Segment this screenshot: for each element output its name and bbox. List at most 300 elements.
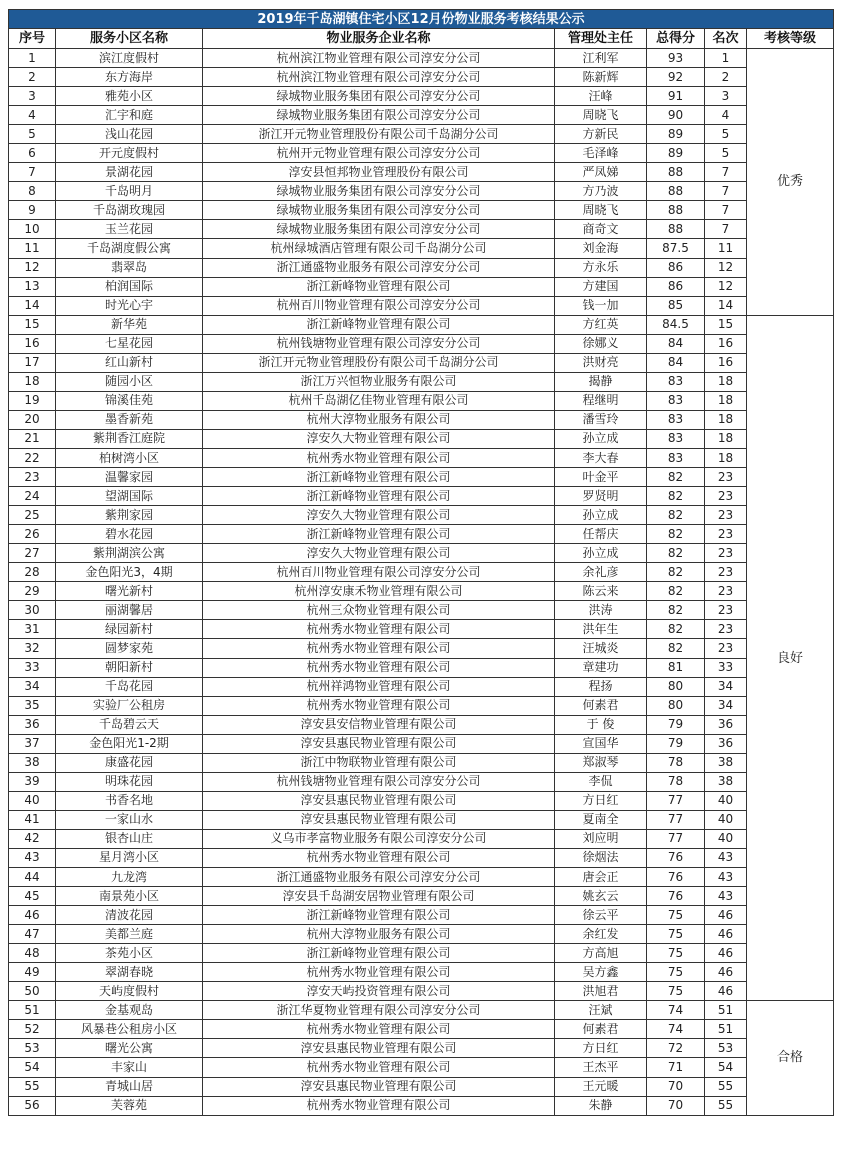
table-row bbox=[9, 468, 834, 487]
cell-rank: 11 bbox=[705, 239, 747, 258]
cell-index: 45 bbox=[9, 887, 56, 906]
cell-rank: 55 bbox=[705, 1077, 747, 1096]
cell-score: 76 bbox=[647, 868, 705, 887]
cell-community: 金色阳光1-2期 bbox=[56, 734, 203, 753]
cell-score: 82 bbox=[647, 544, 705, 563]
table-row bbox=[9, 848, 834, 867]
cell-company: 淳安久大物业管理有限公司 bbox=[203, 544, 555, 563]
cell-score: 75 bbox=[647, 925, 705, 944]
cell-community: 绿园新村 bbox=[56, 620, 203, 639]
table-row bbox=[9, 887, 834, 906]
cell-index: 37 bbox=[9, 734, 56, 753]
cell-company: 杭州大淳物业服务有限公司 bbox=[203, 925, 555, 944]
cell-manager: 程继明 bbox=[555, 391, 647, 410]
cell-company: 淳安县惠民物业管理有限公司 bbox=[203, 1039, 555, 1058]
cell-index: 25 bbox=[9, 506, 56, 525]
cell-community: 温馨家园 bbox=[56, 468, 203, 487]
cell-score: 82 bbox=[647, 525, 705, 544]
cell-index: 18 bbox=[9, 372, 56, 391]
cell-manager: 李侃 bbox=[555, 772, 647, 791]
cell-community: 书香名地 bbox=[56, 791, 203, 810]
cell-community: 新华苑 bbox=[56, 315, 203, 334]
cell-manager: 揭静 bbox=[555, 372, 647, 391]
cell-company: 杭州秀水物业管理有限公司 bbox=[203, 1058, 555, 1077]
cell-score: 91 bbox=[647, 87, 705, 106]
cell-rank: 18 bbox=[705, 372, 747, 391]
cell-manager: 周晓飞 bbox=[555, 201, 647, 220]
table-row bbox=[9, 677, 834, 696]
cell-manager: 余礼彦 bbox=[555, 563, 647, 582]
cell-score: 90 bbox=[647, 106, 705, 125]
cell-company: 杭州滨江物业管理有限公司淳安分公司 bbox=[203, 49, 555, 68]
cell-rank: 3 bbox=[705, 87, 747, 106]
cell-rank: 23 bbox=[705, 601, 747, 620]
cell-index: 5 bbox=[9, 125, 56, 144]
cell-manager: 余红发 bbox=[555, 925, 647, 944]
cell-manager: 陈新辉 bbox=[555, 68, 647, 87]
cell-company: 淳安县千岛湖安居物业管理有限公司 bbox=[203, 887, 555, 906]
cell-rank: 5 bbox=[705, 144, 747, 163]
cell-community: 千岛碧云天 bbox=[56, 715, 203, 734]
table-row bbox=[9, 639, 834, 658]
cell-score: 76 bbox=[647, 848, 705, 867]
cell-manager: 郑淑琴 bbox=[555, 753, 647, 772]
table-row bbox=[9, 525, 834, 544]
cell-score: 74 bbox=[647, 1020, 705, 1039]
cell-index: 52 bbox=[9, 1020, 56, 1039]
cell-company: 杭州秀水物业管理有限公司 bbox=[203, 448, 555, 467]
cell-rank: 43 bbox=[705, 848, 747, 867]
cell-score: 88 bbox=[647, 163, 705, 182]
cell-community: 墨香新苑 bbox=[56, 410, 203, 429]
results-table bbox=[8, 9, 834, 1116]
cell-score: 89 bbox=[647, 144, 705, 163]
cell-index: 9 bbox=[9, 201, 56, 220]
cell-score: 84 bbox=[647, 334, 705, 353]
header-company: 物业服务企业名称 bbox=[203, 29, 555, 49]
cell-score: 75 bbox=[647, 963, 705, 982]
cell-rank: 23 bbox=[705, 544, 747, 563]
cell-rank: 53 bbox=[705, 1039, 747, 1058]
cell-manager: 于 俊 bbox=[555, 715, 647, 734]
cell-community: 望湖国际 bbox=[56, 487, 203, 506]
cell-company: 绿城物业服务集团有限公司淳安分公司 bbox=[203, 220, 555, 239]
cell-index: 46 bbox=[9, 906, 56, 925]
table-row bbox=[9, 201, 834, 220]
cell-rank: 36 bbox=[705, 715, 747, 734]
cell-index: 17 bbox=[9, 353, 56, 372]
cell-index: 34 bbox=[9, 677, 56, 696]
cell-community: 九龙湾 bbox=[56, 868, 203, 887]
table-row bbox=[9, 620, 834, 639]
cell-company: 杭州秀水物业管理有限公司 bbox=[203, 639, 555, 658]
cell-company: 浙江通盛物业服务有限公司淳安分公司 bbox=[203, 258, 555, 277]
cell-index: 40 bbox=[9, 791, 56, 810]
cell-community: 东方海岸 bbox=[56, 68, 203, 87]
cell-index: 32 bbox=[9, 639, 56, 658]
cell-community: 景湖花园 bbox=[56, 163, 203, 182]
header-row bbox=[9, 29, 834, 49]
cell-community: 圆梦家苑 bbox=[56, 639, 203, 658]
cell-rank: 7 bbox=[705, 220, 747, 239]
cell-index: 16 bbox=[9, 334, 56, 353]
table-row bbox=[9, 1077, 834, 1096]
cell-manager: 宣国华 bbox=[555, 734, 647, 753]
header-grade: 考核等级 bbox=[747, 29, 834, 49]
cell-index: 39 bbox=[9, 772, 56, 791]
table-row bbox=[9, 353, 834, 372]
cell-community: 明珠花园 bbox=[56, 772, 203, 791]
cell-community: 朝阳新村 bbox=[56, 658, 203, 677]
cell-index: 21 bbox=[9, 429, 56, 448]
cell-manager: 唐会正 bbox=[555, 868, 647, 887]
cell-grade: 合格 bbox=[747, 1001, 834, 1115]
cell-company: 浙江新峰物业管理有限公司 bbox=[203, 277, 555, 296]
cell-rank: 18 bbox=[705, 391, 747, 410]
cell-index: 26 bbox=[9, 525, 56, 544]
cell-score: 82 bbox=[647, 468, 705, 487]
cell-community: 时光心宇 bbox=[56, 296, 203, 315]
table-body bbox=[9, 49, 834, 1116]
cell-manager: 徐云平 bbox=[555, 906, 647, 925]
cell-score: 78 bbox=[647, 772, 705, 791]
cell-score: 78 bbox=[647, 753, 705, 772]
cell-manager: 王杰平 bbox=[555, 1058, 647, 1077]
cell-rank: 33 bbox=[705, 658, 747, 677]
cell-manager: 洪年生 bbox=[555, 620, 647, 639]
cell-score: 93 bbox=[647, 49, 705, 68]
cell-rank: 14 bbox=[705, 296, 747, 315]
cell-community: 星月湾小区 bbox=[56, 848, 203, 867]
cell-rank: 18 bbox=[705, 410, 747, 429]
cell-score: 70 bbox=[647, 1077, 705, 1096]
cell-rank: 12 bbox=[705, 277, 747, 296]
cell-index: 49 bbox=[9, 963, 56, 982]
cell-manager: 方日红 bbox=[555, 791, 647, 810]
cell-community: 一家山水 bbox=[56, 810, 203, 829]
cell-rank: 46 bbox=[705, 944, 747, 963]
cell-community: 千岛湖度假公寓 bbox=[56, 239, 203, 258]
cell-manager: 何素君 bbox=[555, 696, 647, 715]
cell-company: 浙江通盛物业服务有限公司淳安分公司 bbox=[203, 868, 555, 887]
cell-score: 82 bbox=[647, 582, 705, 601]
cell-score: 75 bbox=[647, 944, 705, 963]
cell-manager: 方永乐 bbox=[555, 258, 647, 277]
cell-manager: 徐烟法 bbox=[555, 848, 647, 867]
table-row bbox=[9, 925, 834, 944]
table-row bbox=[9, 448, 834, 467]
cell-score: 87.5 bbox=[647, 239, 705, 258]
cell-company: 杭州秀水物业管理有限公司 bbox=[203, 620, 555, 639]
cell-rank: 15 bbox=[705, 315, 747, 334]
cell-manager: 孙立成 bbox=[555, 429, 647, 448]
cell-community: 七星花园 bbox=[56, 334, 203, 353]
cell-rank: 23 bbox=[705, 563, 747, 582]
cell-company: 杭州秀水物业管理有限公司 bbox=[203, 1096, 555, 1115]
table-row bbox=[9, 68, 834, 87]
cell-score: 88 bbox=[647, 201, 705, 220]
table-row bbox=[9, 125, 834, 144]
cell-index: 3 bbox=[9, 87, 56, 106]
table-row bbox=[9, 277, 834, 296]
table-row bbox=[9, 772, 834, 791]
cell-company: 浙江新峰物业管理有限公司 bbox=[203, 315, 555, 334]
cell-manager: 汪峰 bbox=[555, 87, 647, 106]
table-row bbox=[9, 144, 834, 163]
cell-company: 淳安县安信物业管理有限公司 bbox=[203, 715, 555, 734]
table-row bbox=[9, 429, 834, 448]
results-sheet bbox=[8, 9, 833, 1116]
cell-manager: 毛泽峰 bbox=[555, 144, 647, 163]
cell-manager: 洪财亮 bbox=[555, 353, 647, 372]
cell-company: 杭州三众物业管理有限公司 bbox=[203, 601, 555, 620]
cell-company: 杭州大淳物业服务有限公司 bbox=[203, 410, 555, 429]
cell-rank: 1 bbox=[705, 49, 747, 68]
cell-index: 53 bbox=[9, 1039, 56, 1058]
cell-score: 81 bbox=[647, 658, 705, 677]
cell-community: 丰家山 bbox=[56, 1058, 203, 1077]
cell-community: 康盛花园 bbox=[56, 753, 203, 772]
cell-rank: 7 bbox=[705, 182, 747, 201]
cell-community: 南景苑小区 bbox=[56, 887, 203, 906]
cell-score: 72 bbox=[647, 1039, 705, 1058]
cell-rank: 5 bbox=[705, 125, 747, 144]
cell-manager: 叶金平 bbox=[555, 468, 647, 487]
table-row bbox=[9, 1058, 834, 1077]
table-row bbox=[9, 87, 834, 106]
cell-score: 83 bbox=[647, 448, 705, 467]
cell-score: 80 bbox=[647, 696, 705, 715]
cell-manager: 潘雪玲 bbox=[555, 410, 647, 429]
cell-company: 杭州秀水物业管理有限公司 bbox=[203, 1020, 555, 1039]
table-row bbox=[9, 391, 834, 410]
table-row bbox=[9, 696, 834, 715]
cell-manager: 孙立成 bbox=[555, 506, 647, 525]
cell-community: 锦溪佳苑 bbox=[56, 391, 203, 410]
cell-community: 丽湖馨居 bbox=[56, 601, 203, 620]
cell-manager: 程扬 bbox=[555, 677, 647, 696]
cell-community: 茶苑小区 bbox=[56, 944, 203, 963]
cell-index: 54 bbox=[9, 1058, 56, 1077]
cell-score: 82 bbox=[647, 620, 705, 639]
cell-rank: 7 bbox=[705, 163, 747, 182]
cell-community: 青城山居 bbox=[56, 1077, 203, 1096]
cell-rank: 40 bbox=[705, 810, 747, 829]
cell-community: 浅山花园 bbox=[56, 125, 203, 144]
cell-manager: 李大春 bbox=[555, 448, 647, 467]
cell-score: 75 bbox=[647, 906, 705, 925]
table-row bbox=[9, 715, 834, 734]
cell-rank: 23 bbox=[705, 620, 747, 639]
cell-index: 38 bbox=[9, 753, 56, 772]
cell-community: 翡翠岛 bbox=[56, 258, 203, 277]
cell-manager: 吴方鑫 bbox=[555, 963, 647, 982]
cell-score: 70 bbox=[647, 1096, 705, 1115]
cell-community: 柏树湾小区 bbox=[56, 448, 203, 467]
cell-index: 28 bbox=[9, 563, 56, 582]
table-row bbox=[9, 658, 834, 677]
cell-company: 浙江万兴恒物业服务有限公司 bbox=[203, 372, 555, 391]
cell-community: 碧水花园 bbox=[56, 525, 203, 544]
cell-score: 77 bbox=[647, 829, 705, 848]
cell-manager: 孙立成 bbox=[555, 544, 647, 563]
cell-index: 11 bbox=[9, 239, 56, 258]
table-row bbox=[9, 487, 834, 506]
cell-company: 浙江开元物业管理股份有限公司千岛湖分公司 bbox=[203, 125, 555, 144]
table-row bbox=[9, 1039, 834, 1058]
table-row bbox=[9, 906, 834, 925]
cell-community: 金色阳光3，4期 bbox=[56, 563, 203, 582]
cell-company: 淳安久大物业管理有限公司 bbox=[203, 506, 555, 525]
cell-company: 杭州百川物业管理有限公司淳安分公司 bbox=[203, 563, 555, 582]
cell-company: 浙江新峰物业管理有限公司 bbox=[203, 906, 555, 925]
cell-manager: 周晓飞 bbox=[555, 106, 647, 125]
header-manager: 管理处主任 bbox=[555, 29, 647, 49]
cell-manager: 罗贤明 bbox=[555, 487, 647, 506]
cell-manager: 洪旭君 bbox=[555, 982, 647, 1001]
cell-score: 71 bbox=[647, 1058, 705, 1077]
table-row bbox=[9, 944, 834, 963]
cell-rank: 43 bbox=[705, 887, 747, 906]
cell-manager: 江利军 bbox=[555, 49, 647, 68]
table-row bbox=[9, 982, 834, 1001]
sheet-title: 2019年千岛湖镇住宅小区12月份物业服务考核结果公示 bbox=[9, 10, 834, 29]
cell-manager: 汪斌 bbox=[555, 1001, 647, 1020]
cell-index: 50 bbox=[9, 982, 56, 1001]
cell-score: 82 bbox=[647, 601, 705, 620]
table-row bbox=[9, 334, 834, 353]
cell-rank: 55 bbox=[705, 1096, 747, 1115]
cell-score: 79 bbox=[647, 715, 705, 734]
cell-company: 淳安县惠民物业管理有限公司 bbox=[203, 734, 555, 753]
cell-rank: 51 bbox=[705, 1001, 747, 1020]
cell-community: 汇宇和庭 bbox=[56, 106, 203, 125]
cell-company: 淳安县惠民物业管理有限公司 bbox=[203, 1077, 555, 1096]
cell-index: 22 bbox=[9, 448, 56, 467]
table-row bbox=[9, 258, 834, 277]
cell-index: 23 bbox=[9, 468, 56, 487]
cell-rank: 46 bbox=[705, 925, 747, 944]
cell-company: 绿城物业服务集团有限公司淳安分公司 bbox=[203, 201, 555, 220]
cell-manager: 严凤娣 bbox=[555, 163, 647, 182]
cell-community: 翠湖春晓 bbox=[56, 963, 203, 982]
cell-community: 实验厂公租房 bbox=[56, 696, 203, 715]
table-row bbox=[9, 829, 834, 848]
cell-community: 风暴巷公租房小区 bbox=[56, 1020, 203, 1039]
cell-company: 淳安久大物业管理有限公司 bbox=[203, 429, 555, 448]
cell-company: 浙江华夏物业管理有限公司淳安分公司 bbox=[203, 1001, 555, 1020]
cell-rank: 23 bbox=[705, 506, 747, 525]
cell-index: 47 bbox=[9, 925, 56, 944]
cell-company: 浙江开元物业管理股份有限公司千岛湖分公司 bbox=[203, 353, 555, 372]
cell-grade: 良好 bbox=[747, 315, 834, 1001]
cell-community: 千岛湖玫瑰园 bbox=[56, 201, 203, 220]
cell-rank: 34 bbox=[705, 677, 747, 696]
table-row bbox=[9, 1001, 834, 1020]
cell-rank: 38 bbox=[705, 753, 747, 772]
cell-index: 10 bbox=[9, 220, 56, 239]
table-row bbox=[9, 791, 834, 810]
cell-score: 80 bbox=[647, 677, 705, 696]
table-row bbox=[9, 734, 834, 753]
header-score: 总得分 bbox=[647, 29, 705, 49]
cell-score: 82 bbox=[647, 487, 705, 506]
cell-index: 36 bbox=[9, 715, 56, 734]
cell-community: 开元度假村 bbox=[56, 144, 203, 163]
cell-manager: 方日红 bbox=[555, 1039, 647, 1058]
table-row bbox=[9, 220, 834, 239]
table-row bbox=[9, 182, 834, 201]
cell-rank: 54 bbox=[705, 1058, 747, 1077]
cell-community: 芙蓉苑 bbox=[56, 1096, 203, 1115]
table-row bbox=[9, 372, 834, 391]
table-row bbox=[9, 544, 834, 563]
cell-score: 84 bbox=[647, 353, 705, 372]
cell-score: 83 bbox=[647, 410, 705, 429]
table-row bbox=[9, 601, 834, 620]
cell-manager: 方高旭 bbox=[555, 944, 647, 963]
cell-manager: 王元暖 bbox=[555, 1077, 647, 1096]
cell-manager: 章建功 bbox=[555, 658, 647, 677]
cell-community: 银杏山庄 bbox=[56, 829, 203, 848]
cell-index: 2 bbox=[9, 68, 56, 87]
cell-rank: 23 bbox=[705, 468, 747, 487]
cell-company: 杭州滨江物业管理有限公司淳安分公司 bbox=[203, 68, 555, 87]
cell-company: 浙江新峰物业管理有限公司 bbox=[203, 468, 555, 487]
cell-score: 86 bbox=[647, 277, 705, 296]
cell-index: 55 bbox=[9, 1077, 56, 1096]
cell-manager: 商奇文 bbox=[555, 220, 647, 239]
cell-company: 浙江新峰物业管理有限公司 bbox=[203, 487, 555, 506]
cell-manager: 何素君 bbox=[555, 1020, 647, 1039]
cell-rank: 2 bbox=[705, 68, 747, 87]
cell-rank: 23 bbox=[705, 639, 747, 658]
cell-index: 35 bbox=[9, 696, 56, 715]
cell-index: 42 bbox=[9, 829, 56, 848]
cell-index: 33 bbox=[9, 658, 56, 677]
cell-manager: 方新民 bbox=[555, 125, 647, 144]
cell-rank: 23 bbox=[705, 582, 747, 601]
cell-company: 淳安天屿投资管理有限公司 bbox=[203, 982, 555, 1001]
cell-community: 玉兰花园 bbox=[56, 220, 203, 239]
cell-rank: 23 bbox=[705, 525, 747, 544]
cell-community: 美都兰庭 bbox=[56, 925, 203, 944]
cell-score: 82 bbox=[647, 639, 705, 658]
cell-manager: 刘金海 bbox=[555, 239, 647, 258]
cell-company: 杭州秀水物业管理有限公司 bbox=[203, 696, 555, 715]
cell-index: 24 bbox=[9, 487, 56, 506]
cell-company: 杭州百川物业管理有限公司淳安分公司 bbox=[203, 296, 555, 315]
cell-company: 杭州秀水物业管理有限公司 bbox=[203, 963, 555, 982]
table-row bbox=[9, 563, 834, 582]
cell-company: 杭州淳安康禾物业管理有限公司 bbox=[203, 582, 555, 601]
cell-community: 曙光新村 bbox=[56, 582, 203, 601]
cell-rank: 18 bbox=[705, 429, 747, 448]
cell-community: 紫荆家园 bbox=[56, 506, 203, 525]
cell-rank: 23 bbox=[705, 487, 747, 506]
cell-manager: 任帮庆 bbox=[555, 525, 647, 544]
cell-index: 41 bbox=[9, 810, 56, 829]
cell-manager: 徐娜义 bbox=[555, 334, 647, 353]
cell-company: 杭州千岛湖亿佳物业管理有限公司 bbox=[203, 391, 555, 410]
cell-rank: 38 bbox=[705, 772, 747, 791]
cell-rank: 46 bbox=[705, 982, 747, 1001]
cell-rank: 46 bbox=[705, 963, 747, 982]
cell-company: 浙江新峰物业管理有限公司 bbox=[203, 525, 555, 544]
cell-company: 绿城物业服务集团有限公司淳安分公司 bbox=[203, 87, 555, 106]
cell-index: 4 bbox=[9, 106, 56, 125]
cell-score: 79 bbox=[647, 734, 705, 753]
